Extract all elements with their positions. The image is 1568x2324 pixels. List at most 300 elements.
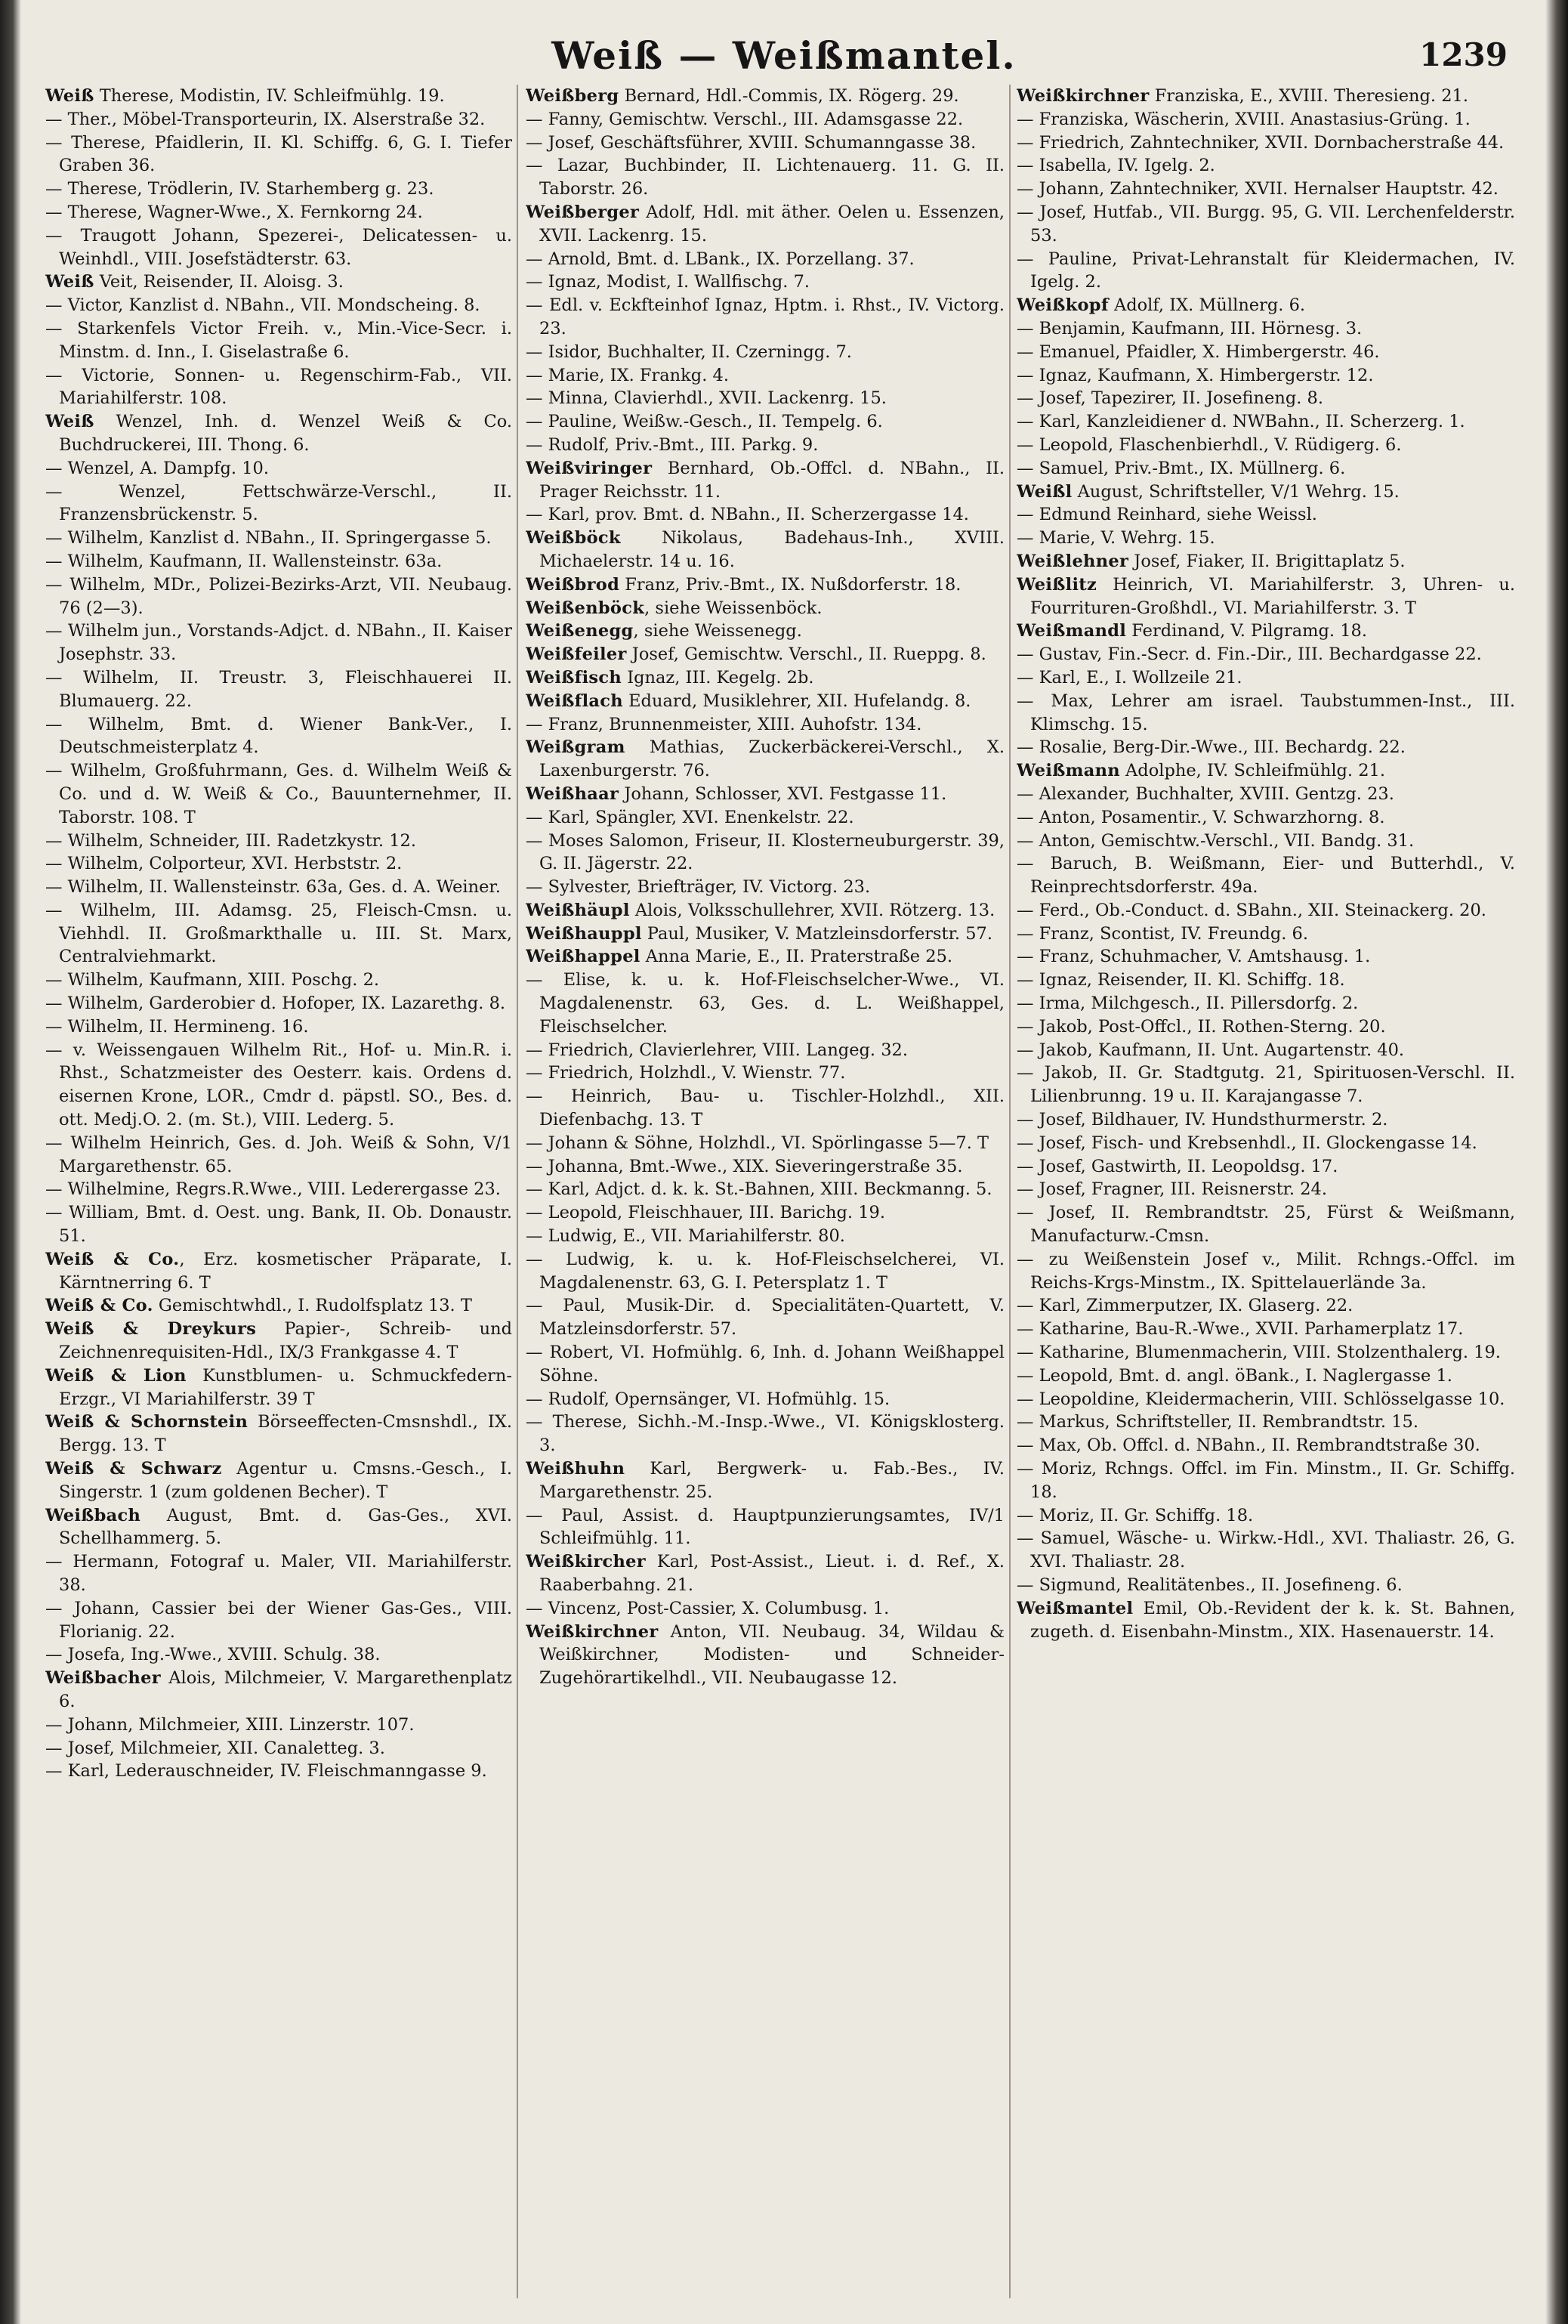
entry-headword: Weißfisch: [526, 667, 622, 688]
entry-text: Adolf, IX. Müllnerg. 6.: [1108, 295, 1306, 316]
directory-entry: [1017, 783, 1515, 806]
entry-text: — Josef, Gastwirth, II. Leopoldsg. 17.: [1017, 1156, 1338, 1176]
entry-text: — Wilhelm, Garderobier d. Hofoper, IX. Lazarethg. 8.: [45, 994, 506, 1014]
directory-entry: [45, 830, 512, 853]
entry-headword: Weißmantel: [1017, 1598, 1134, 1618]
directory-entry: [45, 1714, 512, 1737]
directory-entry: [1017, 1178, 1515, 1201]
entry-text: — Wilhelm, II. Treustr. 3, Fleischhauerei II. Blumauerg. 22.: [45, 667, 512, 711]
entry-text: Josef, Fiaker, II. Brigittaplatz 5.: [1128, 551, 1406, 571]
directory-entry: [1017, 922, 1515, 946]
directory-entry: [526, 690, 1005, 713]
entry-text: — Robert, VI. Hofmühlg. 6, Inh. d. Johann Weißhappel Söhne.: [526, 1343, 1005, 1386]
directory-entry: [526, 1411, 1005, 1457]
entry-text: — Franz, Brunnenmeister, XIII. Auhofstr. 134.: [526, 714, 922, 734]
directory-entry: [1017, 1039, 1515, 1062]
entry-text: — Leopold, Fleischhauer, III. Barichg. 19.: [526, 1203, 886, 1223]
directory-entry: [45, 131, 512, 178]
directory-entry: [526, 1155, 1005, 1179]
entry-headword: Weißlehner: [1017, 551, 1129, 571]
entry-headword: Weißböck: [526, 528, 621, 549]
entry-text: — Rudolf, Priv.-Bmt., III. Parkg. 9.: [526, 434, 819, 455]
entry-headword: Weißbach: [45, 1505, 141, 1525]
entry-headword: Weißl: [1017, 481, 1073, 502]
directory-entry: [1017, 457, 1515, 481]
entry-text: — Minna, Clavierhdl., XVII. Lackenrg. 15.: [526, 388, 887, 409]
directory-entry: [1017, 1108, 1515, 1132]
entry-headword: Weißhäupl: [526, 900, 630, 920]
directory-entry: [526, 713, 1005, 737]
entry-text: Karl, Bergwerk- u. Fab.-Bes., IV. Margarethenstr. 25.: [539, 1459, 1005, 1502]
directory-entry: [1017, 341, 1515, 364]
directory-entry: [1017, 1388, 1515, 1411]
entry-text: — Josef, Fragner, III. Reisnerstr. 24.: [1017, 1179, 1327, 1200]
directory-entry: [526, 1178, 1005, 1201]
directory-entry: [1017, 1248, 1515, 1295]
directory-entry: [1017, 759, 1515, 783]
entry-text: — zu Weißenstein Josef v., Milit. Rchngs.-Offcl. im Reichs-Krgs-Minstm., IX. Spittelauerlände 3a.: [1017, 1249, 1515, 1293]
entry-text: Therese, Modistin, IV. Schleifmühlg. 19.: [94, 86, 445, 106]
directory-entry: [526, 108, 1005, 131]
entry-text: — Jakob, II. Gr. Stadtgutg. 21, Spirituosen-Verschl. II. Lilienbrunng. 19 u. II. Karajangasse 7.: [1017, 1063, 1515, 1107]
entry-text: Alois, Volksschullehrer, XVII. Rötzerg. 13.: [629, 900, 995, 920]
directory-entry: [45, 1364, 512, 1411]
entry-text: — Wilhelm, Bmt. d. Wiener Bank-Ver., I. Deutschmeisterplatz 4.: [45, 714, 512, 758]
directory-entry: [1017, 1574, 1515, 1597]
directory-entry: [526, 1550, 1005, 1597]
directory-entry: [526, 387, 1005, 410]
entry-text: Anna Marie, E., II. Praterstraße 25.: [640, 947, 953, 967]
entry-headword: Weißlitz: [1017, 574, 1097, 595]
entry-text: — Wilhelm, Kaufmann, II. Wallensteinstr. 63a.: [45, 551, 443, 571]
directory-column-1: [45, 85, 512, 2298]
directory-entry: [45, 457, 512, 481]
directory-entry: [526, 131, 1005, 155]
entry-text: — Wilhelm Heinrich, Ges. d. Joh. Weiß & Sohn, V/1 Margarethenstr. 65.: [45, 1133, 512, 1176]
directory-entry: [526, 1341, 1005, 1388]
entry-headword: Weißenböck: [526, 598, 645, 618]
entry-text: — Paul, Musik-Dir. d. Specialitäten-Quartett, V. Matzleinsdorferstr. 57.: [526, 1296, 1005, 1340]
directory-entry: [526, 527, 1005, 573]
entry-text: — Baruch, B. Weißmann, Eier- und Butterhdl., V. Reinprechtsdorferstr. 49a.: [1017, 854, 1515, 898]
entry-text: — Karl, prov. Bmt. d. NBahn., II. Scherzergasse 14.: [526, 505, 969, 525]
entry-text: Börseeffecten-Cmsnshdl., IX. Bergg. 13. T: [59, 1412, 512, 1456]
directory-entry: [1017, 899, 1515, 922]
entry-text: — Friedrich, Holzhdl., V. Wienstr. 77.: [526, 1063, 846, 1083]
entry-text: Karl, Post-Assist., Lieut. i. d. Ref., X. Raaberbahng. 21.: [539, 1552, 1005, 1595]
directory-entry: [45, 1643, 512, 1667]
entry-text: Wenzel, Inh. d. Wenzel Weiß & Co. Buchdruckerei, III. Thong. 6.: [59, 412, 512, 455]
entry-text: — Josef, Fisch- und Krebsenhdl., II. Glockengasse 14.: [1017, 1133, 1477, 1153]
entry-text: Paul, Musiker, V. Matzleinsdorferstr. 57.: [641, 923, 992, 944]
directory-entry: [1017, 1155, 1515, 1179]
directory-entry: [526, 503, 1005, 527]
directory-entry: [526, 1621, 1005, 1690]
entry-text: Heinrich, VI. Mariahilferstr. 3, Uhren- u. Fourrituren-Großhdl., VI. Mariahilferstr. 3. T: [1030, 574, 1515, 618]
directory-entry: [45, 410, 512, 457]
entry-headword: Weißkopf: [1017, 295, 1109, 316]
directory-entry: [45, 178, 512, 201]
directory-entry: [526, 364, 1005, 388]
directory-entry: [45, 527, 512, 550]
column-divider: [517, 85, 518, 2298]
directory-entry: [1017, 1434, 1515, 1457]
entry-text: — Josef, Tapezirer, II. Josefineng. 8.: [1017, 388, 1323, 409]
directory-entry: [526, 201, 1005, 248]
entry-text: — Marie, V. Wehrg. 15.: [1017, 528, 1215, 549]
directory-entry: [526, 1201, 1005, 1225]
directory-entry: [1017, 294, 1515, 317]
entry-text: — Karl, Adjct. d. k. k. St.-Bahnen, XIII. Beckmanng. 5.: [526, 1179, 992, 1200]
directory-entry: [526, 1132, 1005, 1155]
entry-text: — Franziska, Wäscherin, XVIII. Anastasius-Grüng. 1.: [1017, 109, 1471, 129]
entry-text: — Leopold, Flaschenbierhdl., V. Rüdigerg. 6.: [1017, 434, 1402, 455]
directory-entry: [1017, 1341, 1515, 1364]
directory-entry: [1017, 1527, 1515, 1574]
directory-entry: [1017, 1318, 1515, 1341]
entry-text: Alois, Milchmeier, V. Margarethenplatz 6.: [59, 1668, 512, 1711]
entry-text: — Franz, Schuhmacher, V. Amtshausg. 1.: [1017, 947, 1371, 967]
entry-text: — Josefa, Ing.-Wwe., XVIII. Schulg. 38.: [45, 1645, 381, 1665]
directory-entry: [526, 1225, 1005, 1248]
directory-entry: [1017, 1411, 1515, 1434]
directory-entry: [1017, 1294, 1515, 1318]
directory-entry: [526, 1085, 1005, 1132]
entry-text: — Josef, Bildhauer, IV. Hundsthurmerstr. 2.: [1017, 1110, 1388, 1130]
directory-entry: [526, 969, 1005, 1038]
entry-text: — Johanna, Bmt.-Wwe., XIX. Sieveringerstraße 35.: [526, 1156, 963, 1176]
entry-text: — Arnold, Bmt. d. LBank., IX. Porzellang. 37.: [526, 249, 915, 269]
entry-text: — Elise, k. u. k. Hof-Fleischselcher-Wwe., VI. Magdalenenstr. 63, Ges. d. L. Weißhappel, Fleischselcher.: [526, 970, 1005, 1037]
entry-text: Ferdinand, V. Pilgramg. 18.: [1126, 621, 1367, 641]
entry-text: — Markus, Schriftsteller, II. Rembrandtstr. 15.: [1017, 1412, 1419, 1432]
entry-text: — Pauline, Weißw.-Gesch., II. Tempelg. 6.: [526, 412, 883, 432]
page-edge-shadow-right: [1545, 0, 1568, 2324]
directory-entry: [45, 1457, 512, 1504]
directory-entry: [526, 1062, 1005, 1085]
entry-text: — Gustav, Fin.-Secr. d. Fin.-Dir., III. Bechardgasse 22.: [1017, 644, 1482, 665]
directory-entry: [1017, 1504, 1515, 1528]
directory-entry: [1017, 201, 1515, 248]
directory-entry: [1017, 364, 1515, 388]
entry-text: Adolphe, IV. Schleifmühlg. 21.: [1119, 761, 1386, 781]
entry-text: — Victor, Kanzlist d. NBahn., VII. Mondscheing. 8.: [45, 295, 480, 316]
entry-headword: Weißbacher: [45, 1668, 161, 1689]
entry-headword: Weißhuhn: [526, 1459, 625, 1479]
entry-text: — Leopoldine, Kleidermacherin, VIII. Schlösselgasse 10.: [1017, 1389, 1505, 1409]
entry-text: — Karl, Spängler, XVI. Enenkelstr. 22.: [526, 807, 854, 827]
directory-entry: [45, 294, 512, 317]
directory-entry: [45, 1015, 512, 1039]
entry-text: , siehe Weissenegg.: [633, 621, 802, 641]
entry-text: — Heinrich, Bau- u. Tischler-Holzhdl., XII. Diefenbachg. 13. T: [526, 1086, 1005, 1130]
entry-text: — Friedrich, Clavierlehrer, VIII. Langeg. 32.: [526, 1040, 909, 1060]
entry-text: — Max, Lehrer am israel. Taubstummen-Inst., III. Klimschg. 15.: [1017, 691, 1515, 734]
directory-entry: [526, 876, 1005, 899]
directory-entry: [45, 224, 512, 271]
directory-entry: [1017, 178, 1515, 201]
entry-text: August, Bmt. d. Gas-Ges., XVI. Schellhammerg. 5.: [59, 1505, 512, 1549]
entry-text: — Leopold, Bmt. d. angl. öBank., I. Naglergasse 1.: [1017, 1365, 1452, 1386]
directory-entry: [1017, 248, 1515, 295]
entry-text: — Josef, Geschäftsführer, XVIII. Schumanngasse 38.: [526, 132, 977, 153]
entry-text: — Karl, E., I. Wollzeile 21.: [1017, 667, 1242, 688]
entry-text: — Therese, Wagner-Wwe., X. Fernkorng 24.: [45, 202, 423, 222]
directory-entry: [1017, 666, 1515, 690]
directory-entry: [1017, 1201, 1515, 1248]
entry-text: — Benjamin, Kaufmann, III. Hörnesg. 3.: [1017, 318, 1363, 338]
entry-headword: Weißkirchner: [1017, 86, 1150, 106]
directory-entry: [45, 1178, 512, 1201]
entry-headword: Weißberger: [526, 202, 640, 222]
directory-entry: [45, 85, 512, 108]
directory-entry: [526, 457, 1005, 504]
entry-text: Nikolaus, Badehaus-Inh., XVIII. Michaelerstr. 14 u. 16.: [539, 528, 1005, 571]
entry-text: — v. Weissengauen Wilhelm Rit., Hof- u. Min.R. i. Rhst., Schatzmeister des Oesterr. kais. Ordens d. eisernen Krone, LOR., Cmdr d. päpstl. SO., Bes. d. ott. Medj.O. 2. (m. St.), VIII. Lederg. 5.: [45, 1040, 512, 1130]
directory-entry: [1017, 830, 1515, 853]
entry-headword: Weißbrod: [526, 574, 620, 595]
directory-entry: [526, 1388, 1005, 1411]
entry-text: — Victorie, Sonnen- u. Regenschirm-Fab., VII. Mariahilferstr. 108.: [45, 365, 512, 409]
directory-entry: [45, 1667, 512, 1714]
directory-entry: [1017, 969, 1515, 992]
directory-entry: [1017, 434, 1515, 457]
entry-headword: Weiß: [45, 272, 94, 292]
entry-headword: Weiß & Lion: [45, 1365, 187, 1386]
entry-headword: Weiß & Schornstein: [45, 1412, 248, 1432]
entry-text: Adolf, Hdl. mit äther. Oelen u. Essenzen, XVII. Lackenrg. 15.: [539, 202, 1005, 246]
entry-text: August, Schriftsteller, V/1 Wehrg. 15.: [1072, 481, 1400, 502]
entry-headword: Weißberg: [526, 86, 619, 106]
entry-text: — Wilhelm, Kaufmann, XIII. Poschg. 2.: [45, 970, 380, 990]
directory-entry: [45, 713, 512, 760]
entry-text: — Wilhelm, Großfuhrmann, Ges. d. Wilhelm Weiß & Co. und d. W. Weiß & Co., Bauunternehmer, II. Taborstr. 108. T: [45, 761, 512, 827]
directory-entry: [45, 573, 512, 620]
entry-text: — Vincenz, Post-Cassier, X. Columbusg. 1.: [526, 1598, 890, 1618]
entry-text: Bernhard, Ob.-Offcl. d. NBahn., II. Prager Reichsstr. 11.: [539, 458, 1005, 502]
entry-text: — Wilhelm, Schneider, III. Radetzkystr. 12.: [45, 830, 416, 851]
directory-entry: [526, 1039, 1005, 1062]
entry-text: — Karl, Lederauschneider, IV. Fleischmanngasse 9.: [45, 1761, 487, 1782]
entry-text: Franziska, E., XVIII. Theresieng. 21.: [1149, 86, 1468, 106]
directory-entry: [1017, 108, 1515, 131]
entry-text: Emil, Ob.-Revident der k. k. St. Bahnen, zugeth. d. Eisenbahn-Minstm., XIX. Hasenauerstr. 14.: [1030, 1598, 1515, 1642]
entry-text: Agentur u. Cmsns.-Gesch., I. Singerstr. 1 (zum goldenen Becher). T: [59, 1459, 512, 1502]
directory-entry: [1017, 131, 1515, 155]
directory-entry: [526, 1504, 1005, 1551]
entry-text: Veit, Reisender, II. Aloisg. 3.: [94, 272, 344, 292]
entry-text: — Franz, Scontist, IV. Freundg. 6.: [1017, 923, 1309, 944]
directory-entry: [526, 620, 1005, 643]
directory-entry: [1017, 154, 1515, 178]
directory-entry: [45, 1760, 512, 1783]
directory-entry: [45, 1737, 512, 1760]
directory-entry: [526, 830, 1005, 876]
directory-entry: [526, 341, 1005, 364]
entry-text: — Samuel, Wäsche- u. Wirkw.-Hdl., XVI. Thaliastr. 26, G. XVI. Thaliastr. 28.: [1017, 1528, 1515, 1572]
directory-entry: [45, 666, 512, 713]
entry-text: — Katharine, Blumenmacherin, VIII. Stolzenthalerg. 19.: [1017, 1343, 1501, 1363]
entry-headword: Weißkirchner: [526, 1621, 659, 1642]
directory-entry: [526, 643, 1005, 666]
entry-text: Kunstblumen- u. Schmuckfedern-Erzgr., VI Mariahilferstr. 39 T: [59, 1365, 512, 1409]
directory-entry: [526, 922, 1005, 946]
directory-entry: [45, 899, 512, 969]
entry-text: , Erz. kosmetischer Präparate, I. Kärntnerring 6. T: [59, 1249, 512, 1293]
entry-text: — Rudolf, Opernsänger, VI. Hofmühlg. 15.: [526, 1389, 890, 1409]
directory-entry: [1017, 643, 1515, 666]
entry-text: — Edl. v. Eckfteinhof Ignaz, Hptm. i. Rhst., IV. Victorg. 23.: [526, 295, 1005, 338]
entry-text: — Paul, Assist. d. Hauptpunzierungsamtes, IV/1 Schleifmühlg. 11.: [526, 1505, 1005, 1549]
entry-text: — Moses Salomon, Friseur, II. Klosterneuburgerstr. 39, G. II. Jägerstr. 22.: [526, 830, 1005, 874]
entry-text: — Katharine, Bau-R.-Wwe., XVII. Parhamerplatz 17.: [1017, 1319, 1464, 1340]
entry-text: — Friedrich, Zahntechniker, XVII. Dornbacherstraße 44.: [1017, 132, 1505, 153]
entry-text: — Johann, Zahntechniker, XVII. Hernalser Hauptstr. 42.: [1017, 179, 1499, 199]
entry-text: — Wenzel, A. Dampfg. 10.: [45, 458, 269, 478]
entry-headword: Weiß: [45, 86, 94, 106]
directory-entry: [1017, 992, 1515, 1015]
directory-entry: [45, 620, 512, 666]
entry-text: — Wilhelm, MDr., Polizei-Bezirks-Arzt, VII. Neubaug. 76 (2—3).: [45, 574, 512, 618]
entry-text: Ignaz, III. Kegelg. 2b.: [622, 667, 814, 688]
entry-text: — Isabella, IV. Igelg. 2.: [1017, 156, 1215, 176]
directory-entry: [45, 108, 512, 131]
entry-text: Josef, Gemischtw. Verschl., II. Rueppg. 8.: [626, 644, 986, 665]
entry-text: — Karl, Kanzleidiener d. NWBahn., II. Scherzerg. 1.: [1017, 412, 1465, 432]
directory-entry: [45, 1039, 512, 1132]
directory-entry: [1017, 481, 1515, 504]
directory-entry: [45, 481, 512, 527]
entry-headword: Weißhauppl: [526, 923, 642, 944]
directory-entry: [526, 270, 1005, 294]
entry-text: Anton, VII. Neubaug. 34, Wildau & Weißkirchner, Modisten- und Schneider-Zugehörartikelhdl., VII. Neubaugasse 12.: [539, 1621, 1005, 1689]
directory-entry: [45, 364, 512, 411]
directory-entry: [45, 1504, 512, 1551]
entry-text: — Jakob, Post-Offcl., II. Rothen-Sterng. 20.: [1017, 1016, 1386, 1037]
entry-text: — Sylvester, Briefträger, IV. Victorg. 23.: [526, 877, 871, 898]
directory-entry: [526, 434, 1005, 457]
entry-text: — Ludwig, E., VII. Mariahilferstr. 80.: [526, 1226, 845, 1247]
entry-text: — William, Bmt. d. Oest. ung. Bank, II. Ob. Donaustr. 51.: [45, 1203, 512, 1247]
directory-entry: [1017, 945, 1515, 969]
directory-entry: [1017, 503, 1515, 527]
directory-entry: [526, 573, 1005, 597]
entry-text: — Emanuel, Pfaidler, X. Himbergerstr. 46.: [1017, 341, 1380, 362]
directory-entry: [526, 154, 1005, 201]
directory-entry: [1017, 1597, 1515, 1644]
entry-text: — Therese, Trödlerin, IV. Starhemberg g. 23.: [45, 179, 434, 199]
directory-entry: [1017, 410, 1515, 434]
entry-text: — Anton, Posamentir., V. Schwarzhorng. 8.: [1017, 807, 1385, 827]
directory-entry: [526, 783, 1005, 806]
entry-text: — Irma, Milchgesch., II. Pillersdorfg. 2.: [1017, 994, 1359, 1014]
entry-text: — Josef, Milchmeier, XII. Canaletteg. 3.: [45, 1738, 385, 1758]
page-title: Weiß — Weißmantel.: [551, 33, 1017, 78]
directory-entry: [45, 1248, 512, 1295]
directory-entry: [526, 806, 1005, 830]
page-edge-shadow-left: [0, 0, 21, 2324]
entry-text: — Wilhelm jun., Vorstands-Adjct. d. NBahn., II. Kaiser Josephstr. 33.: [45, 621, 512, 665]
directory-entry: [45, 1318, 512, 1364]
directory-entry: [1017, 550, 1515, 573]
directory-entry: [45, 270, 512, 294]
entry-text: — Isidor, Buchhalter, II. Czerningg. 7.: [526, 341, 852, 362]
entry-text: — Johann & Söhne, Holzhdl., VI. Spörlingasse 5—7. T: [526, 1133, 989, 1153]
directory-entry: [45, 1294, 512, 1318]
entry-headword: Weißgram: [526, 737, 625, 758]
entry-text: — Alexander, Buchhalter, XVIII. Gentzg. 23.: [1017, 783, 1394, 804]
directory-entry: [526, 85, 1005, 108]
entry-text: — Johann, Milchmeier, XIII. Linzerstr. 107.: [45, 1714, 415, 1735]
directory-entry: [1017, 852, 1515, 899]
entry-text: — Therese, Pfaidlerin, II. Kl. Schiffg. 6, G. I. Tiefer Graben 36.: [45, 132, 512, 176]
directory-entry: [45, 852, 512, 876]
entry-headword: Weißenegg: [526, 621, 634, 641]
entry-text: Gemischtwhdl., I. Rudolfsplatz 13. T: [153, 1296, 472, 1316]
directory-entry: [45, 550, 512, 573]
entry-headword: Weiß & Dreykurs: [45, 1319, 257, 1340]
entry-text: — Edmund Reinhard, siehe Weissl.: [1017, 505, 1317, 525]
entry-text: — Rosalie, Berg-Dir.-Wwe., III. Bechardg. 22.: [1017, 737, 1406, 758]
entry-text: — Moriz, II. Gr. Schiffg. 18.: [1017, 1505, 1254, 1525]
directory-entry: [45, 1411, 512, 1457]
entry-text: — Fanny, Gemischtw. Verschl., III. Adamsgasse 22.: [526, 109, 964, 129]
directory-entry: [1017, 1364, 1515, 1388]
entry-headword: Weißkircher: [526, 1552, 646, 1572]
entry-text: — Pauline, Privat-Lehranstalt für Kleidermachen, IV. Igelg. 2.: [1017, 249, 1515, 292]
entry-text: — Wilhelmine, Regrs.R.Wwe., VIII. Lederergasse 23.: [45, 1179, 501, 1200]
entry-text: Eduard, Musiklehrer, XII. Hufelandg. 8.: [622, 691, 971, 711]
entry-headword: Weißhappel: [526, 947, 640, 967]
directory-entry: [526, 294, 1005, 341]
directory-column-2: [526, 85, 1005, 2298]
entry-text: — Ignaz, Modist, I. Wallfischg. 7.: [526, 272, 810, 292]
page-header: [45, 23, 1523, 91]
directory-entry: [45, 201, 512, 224]
entry-text: — Ferd., Ob.-Conduct. d. SBahn., XII. Steinackerg. 20.: [1017, 900, 1486, 920]
entry-text: — Moriz, Rchngs. Offcl. im Fin. Minstm., II. Gr. Schiffg. 18.: [1017, 1459, 1515, 1502]
directory-entry: [45, 1550, 512, 1597]
directory-entry: [526, 248, 1005, 271]
directory-entry: [526, 597, 1005, 620]
entry-text: — Ther., Möbel-Transporteurin, IX. Alserstraße 32.: [45, 109, 486, 129]
entry-text: , siehe Weissenböck.: [644, 598, 823, 618]
directory-entry: [526, 736, 1005, 783]
directory-column-3: [1017, 85, 1515, 2298]
entry-text: — Josef, II. Rembrandtstr. 25, Fürst & Weißmann, Manufacturw.-Cmsn.: [1017, 1203, 1515, 1247]
entry-text: — Jakob, Kaufmann, II. Unt. Augartenstr. 40.: [1017, 1040, 1405, 1060]
page-number: 1239: [1419, 36, 1508, 73]
directory-entry: [45, 759, 512, 829]
directory-entry: [1017, 573, 1515, 620]
entry-text: — Ignaz, Kaufmann, X. Himbergerstr. 12.: [1017, 365, 1374, 385]
entry-text: — Ignaz, Reisender, II. Kl. Schiffg. 18.: [1017, 970, 1345, 990]
directory-entry: [1017, 1457, 1515, 1504]
directory-entry: [1017, 620, 1515, 643]
directory-entry: [1017, 736, 1515, 759]
directory-entry: [526, 1597, 1005, 1621]
entry-headword: Weißhaar: [526, 783, 619, 804]
directory-entry: [1017, 317, 1515, 341]
entry-text: Papier-, Schreib- und Zeichnenrequisiten-Hdl., IX/3 Frankgasse 4. T: [59, 1319, 512, 1363]
entry-text: — Johann, Cassier bei der Wiener Gas-Ges., VIII. Florianig. 22.: [45, 1598, 512, 1642]
entry-text: — Anton, Gemischtw.-Verschl., VII. Bandg. 31.: [1017, 830, 1415, 851]
entry-headword: Weißflach: [526, 691, 623, 711]
entry-headword: Weiß & Co.: [45, 1249, 180, 1269]
directory-entry: [526, 899, 1005, 922]
entry-headword: Weißmandl: [1017, 621, 1127, 641]
entry-text: — Wilhelm, Colporteur, XVI. Herbststr. 2.: [45, 854, 403, 874]
